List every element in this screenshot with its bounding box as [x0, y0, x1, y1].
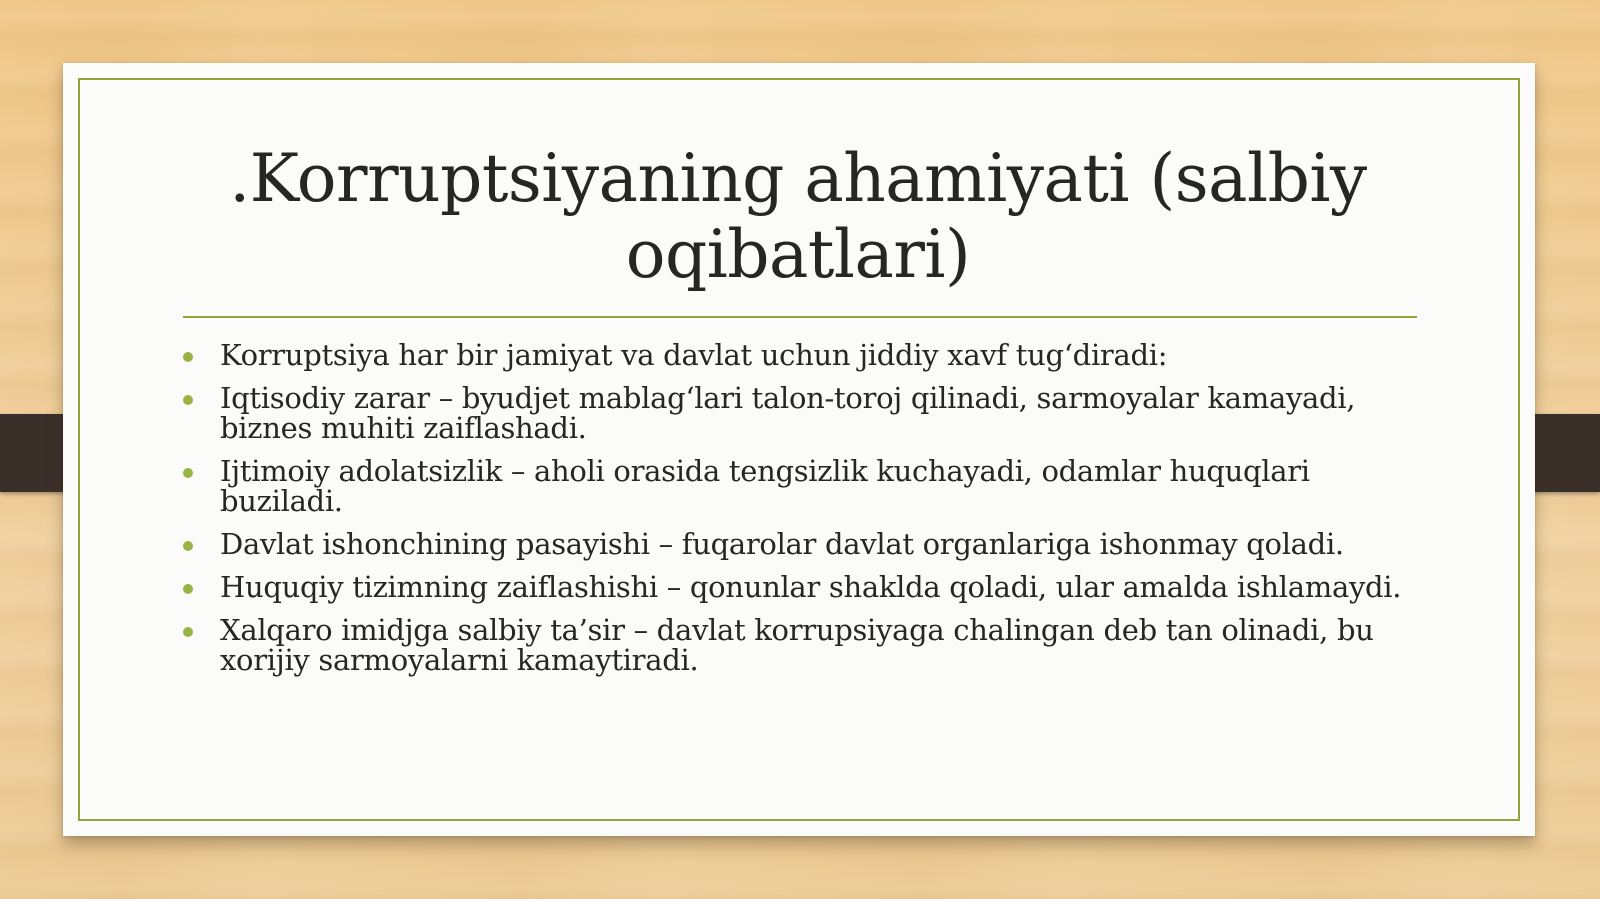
bullet-list — [183, 340, 1423, 688]
bullet-item — [183, 383, 1423, 443]
bullet-item — [183, 615, 1423, 675]
title-divider — [183, 316, 1417, 318]
bullet-icon — [183, 352, 193, 362]
bullet-text: Korruptsiya har bir jamiyat va davlat uchun jiddiy xavf tug‘diradi: — [220, 338, 1168, 372]
bullet-item — [183, 340, 1423, 370]
bullet-icon — [183, 541, 193, 551]
slide-card — [63, 63, 1535, 836]
bullet-item — [183, 456, 1423, 516]
bullet-text: Xalqaro imidjga salbiy ta’sir – davlat korrupsiyaga chalingan deb tan olinadi, bu xorijiy sarmoyalarni kamaytiradi. — [220, 613, 1374, 677]
bullet-icon — [183, 468, 193, 478]
bullet-text: Davlat ishonchining pasayishi – fuqarolar davlat organlariga ishonmay qoladi. — [220, 527, 1344, 561]
bullet-icon — [183, 584, 193, 594]
bullet-item — [183, 529, 1423, 559]
slide-title: .Korruptsiyaning ahamiyati (salbiy oqibatlari) — [229, 140, 1367, 293]
bullet-item — [183, 572, 1423, 602]
bullet-text: Huquqiy tizimning zaiflashishi – qonunlar shaklda qoladi, ular amalda ishlamaydi. — [220, 570, 1402, 604]
bullet-icon — [183, 627, 193, 637]
bullet-icon — [183, 395, 193, 405]
bullet-text: Iqtisodiy zarar – byudjet mablag‘lari talon-toroj qilinadi, sarmoyalar kamayadi, biznes muhiti zaiflashadi. — [220, 381, 1356, 445]
bullet-text: Ijtimoiy adolatsizlik – aholi orasida tengsizlik kuchayadi, odamlar huquqlari buziladi. — [220, 454, 1310, 518]
